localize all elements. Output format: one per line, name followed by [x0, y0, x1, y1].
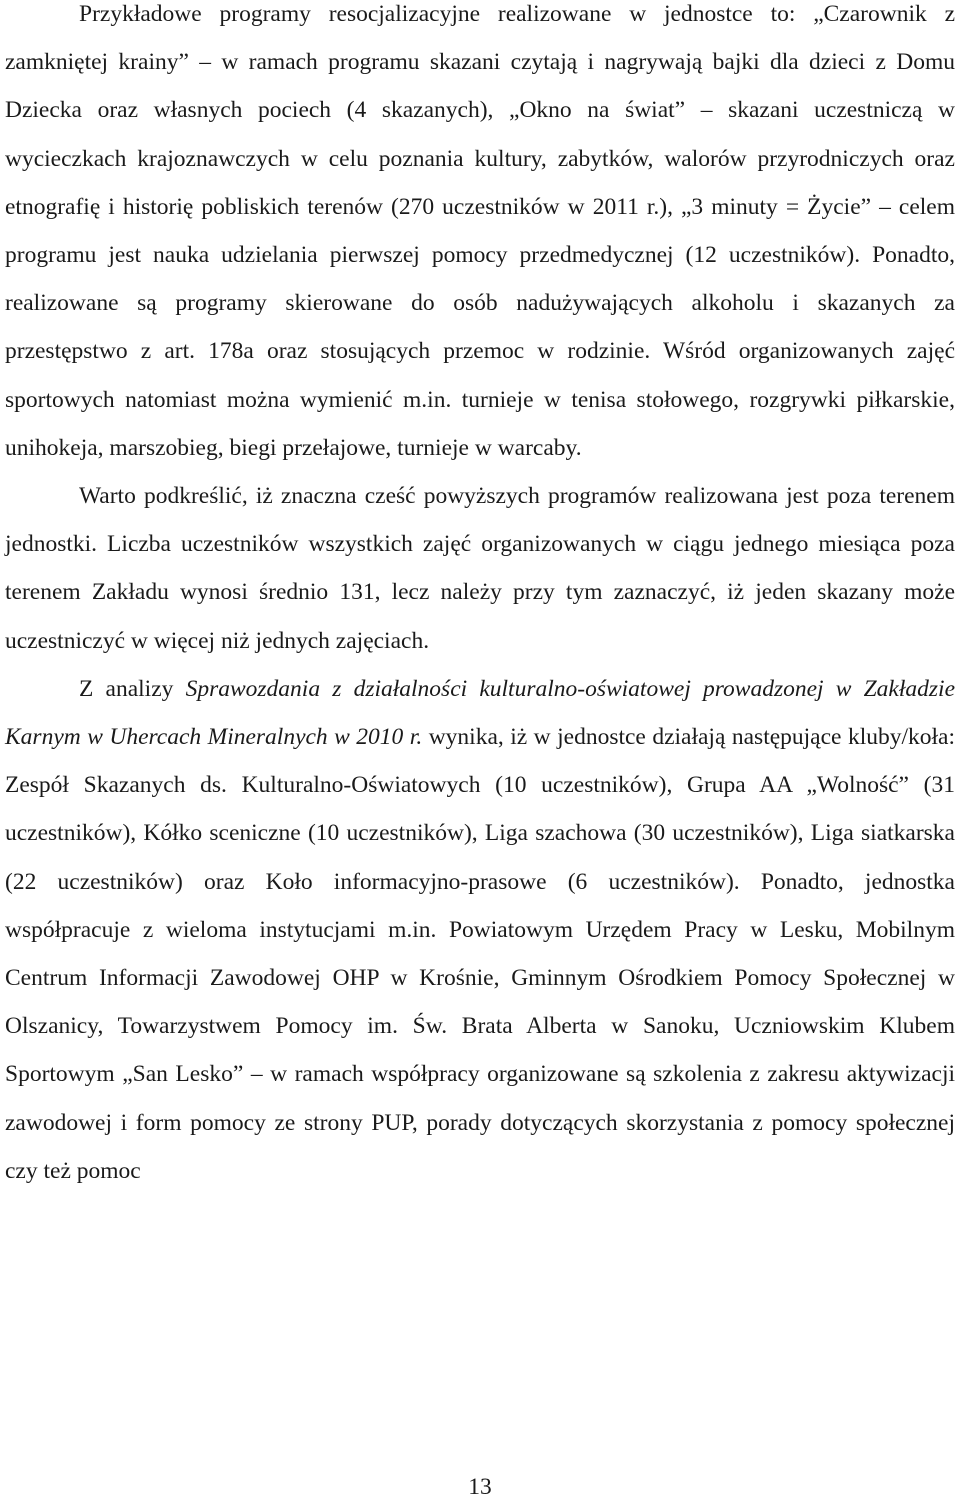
page-number: 13: [468, 1474, 492, 1500]
report-lead-text: Z analizy: [79, 675, 186, 702]
report-rest-text: wynika, iż w jednostce działają następujące kluby/koła: Zespół Skazanych ds. Kulturalno-Oświatowych (10 uczestników), Grupa AA „Wolność” (31 uczestników), Kółko sceniczne (10 uczestników), Liga szachowa (30 uczestników), Liga siatkarska (22 uczestników) oraz Koło informacyjno-prasowe (6 uczestników). Ponadto, jednostka współpracuje z wieloma instytucjami m.in. Powiatowym Urzędem Pracy w Lesku, Mobilnym Centrum Informacji Zawodowej OHP w Krośnie, Gminnym Ośrodkiem Pomocy Społecznej w Olszanicy, Towarzystwem Pomocy im. Św. Brata Alberta w Sanoku, Uczniowskim Klubem Sportowym „San Lesko” – w ramach współpracy organizowane są szkolenia z zakresu aktywizacji zawodowej i form pomocy ze strony PUP, porady dotyczących skorzystania z pomocy społecznej czy też pomoc: [5, 724, 956, 1184]
report-title: Sprawozdania z działalności kulturalno-oświatowej prowadzonej w Zakładzie Karnym w Uhercach Mineralnych w 2010 r.: [5, 675, 955, 751]
document-page: [5, 0, 955, 1195]
paragraph-report-analysis: [5, 665, 955, 1195]
paragraph-programs-outside-unit: Warto podkreślić, iż znaczna cześć powyższych programów realizowana jest poza terenem jednostki. Liczba uczestników wszystkich zajęć organizowanych w ciągu jednego miesiąca poza terenem Zakładu wynosi średnio 131, lecz należy przy tym zaznaczyć, iż jeden skazany może uczestniczyć w więcej niż jednych zajęciach.: [5, 483, 955, 654]
paragraph-resocialization-programs: Przykładowe programy resocjalizacyjne realizowane w jednostce to: „Czarownik z zamkniętej krainy” – w ramach programu skazani czytają i nagrywają bajki dla dzieci z Domu Dziecka oraz własnych pociech (4 skazanych), „Okno na świat” – skazani uczestniczą w wycieczkach krajoznawczych w celu poznania kultury, zabytków, walorów przyrodniczych oraz etnografię i historię pobliskich terenów (270 uczestników w 2011 r.), „3 minuty = Życie” – celem programu jest nauka udzielania pierwszej pomocy przedmedycznej (12 uczestników). Ponadto, realizowane są programy skierowane do osób nadużywających alkoholu i skazanych za przestępstwo z art. 178a oraz stosujących przemoc w rodzinie. Wśród organizowanych zajęć sportowych natomiast można wymienić m.in. turnieje w tenisa stołowego, rozgrywki piłkarskie, unihokeja, marszobieg, biegi przełajowe, turnieje w warcaby.: [5, 1, 955, 461]
